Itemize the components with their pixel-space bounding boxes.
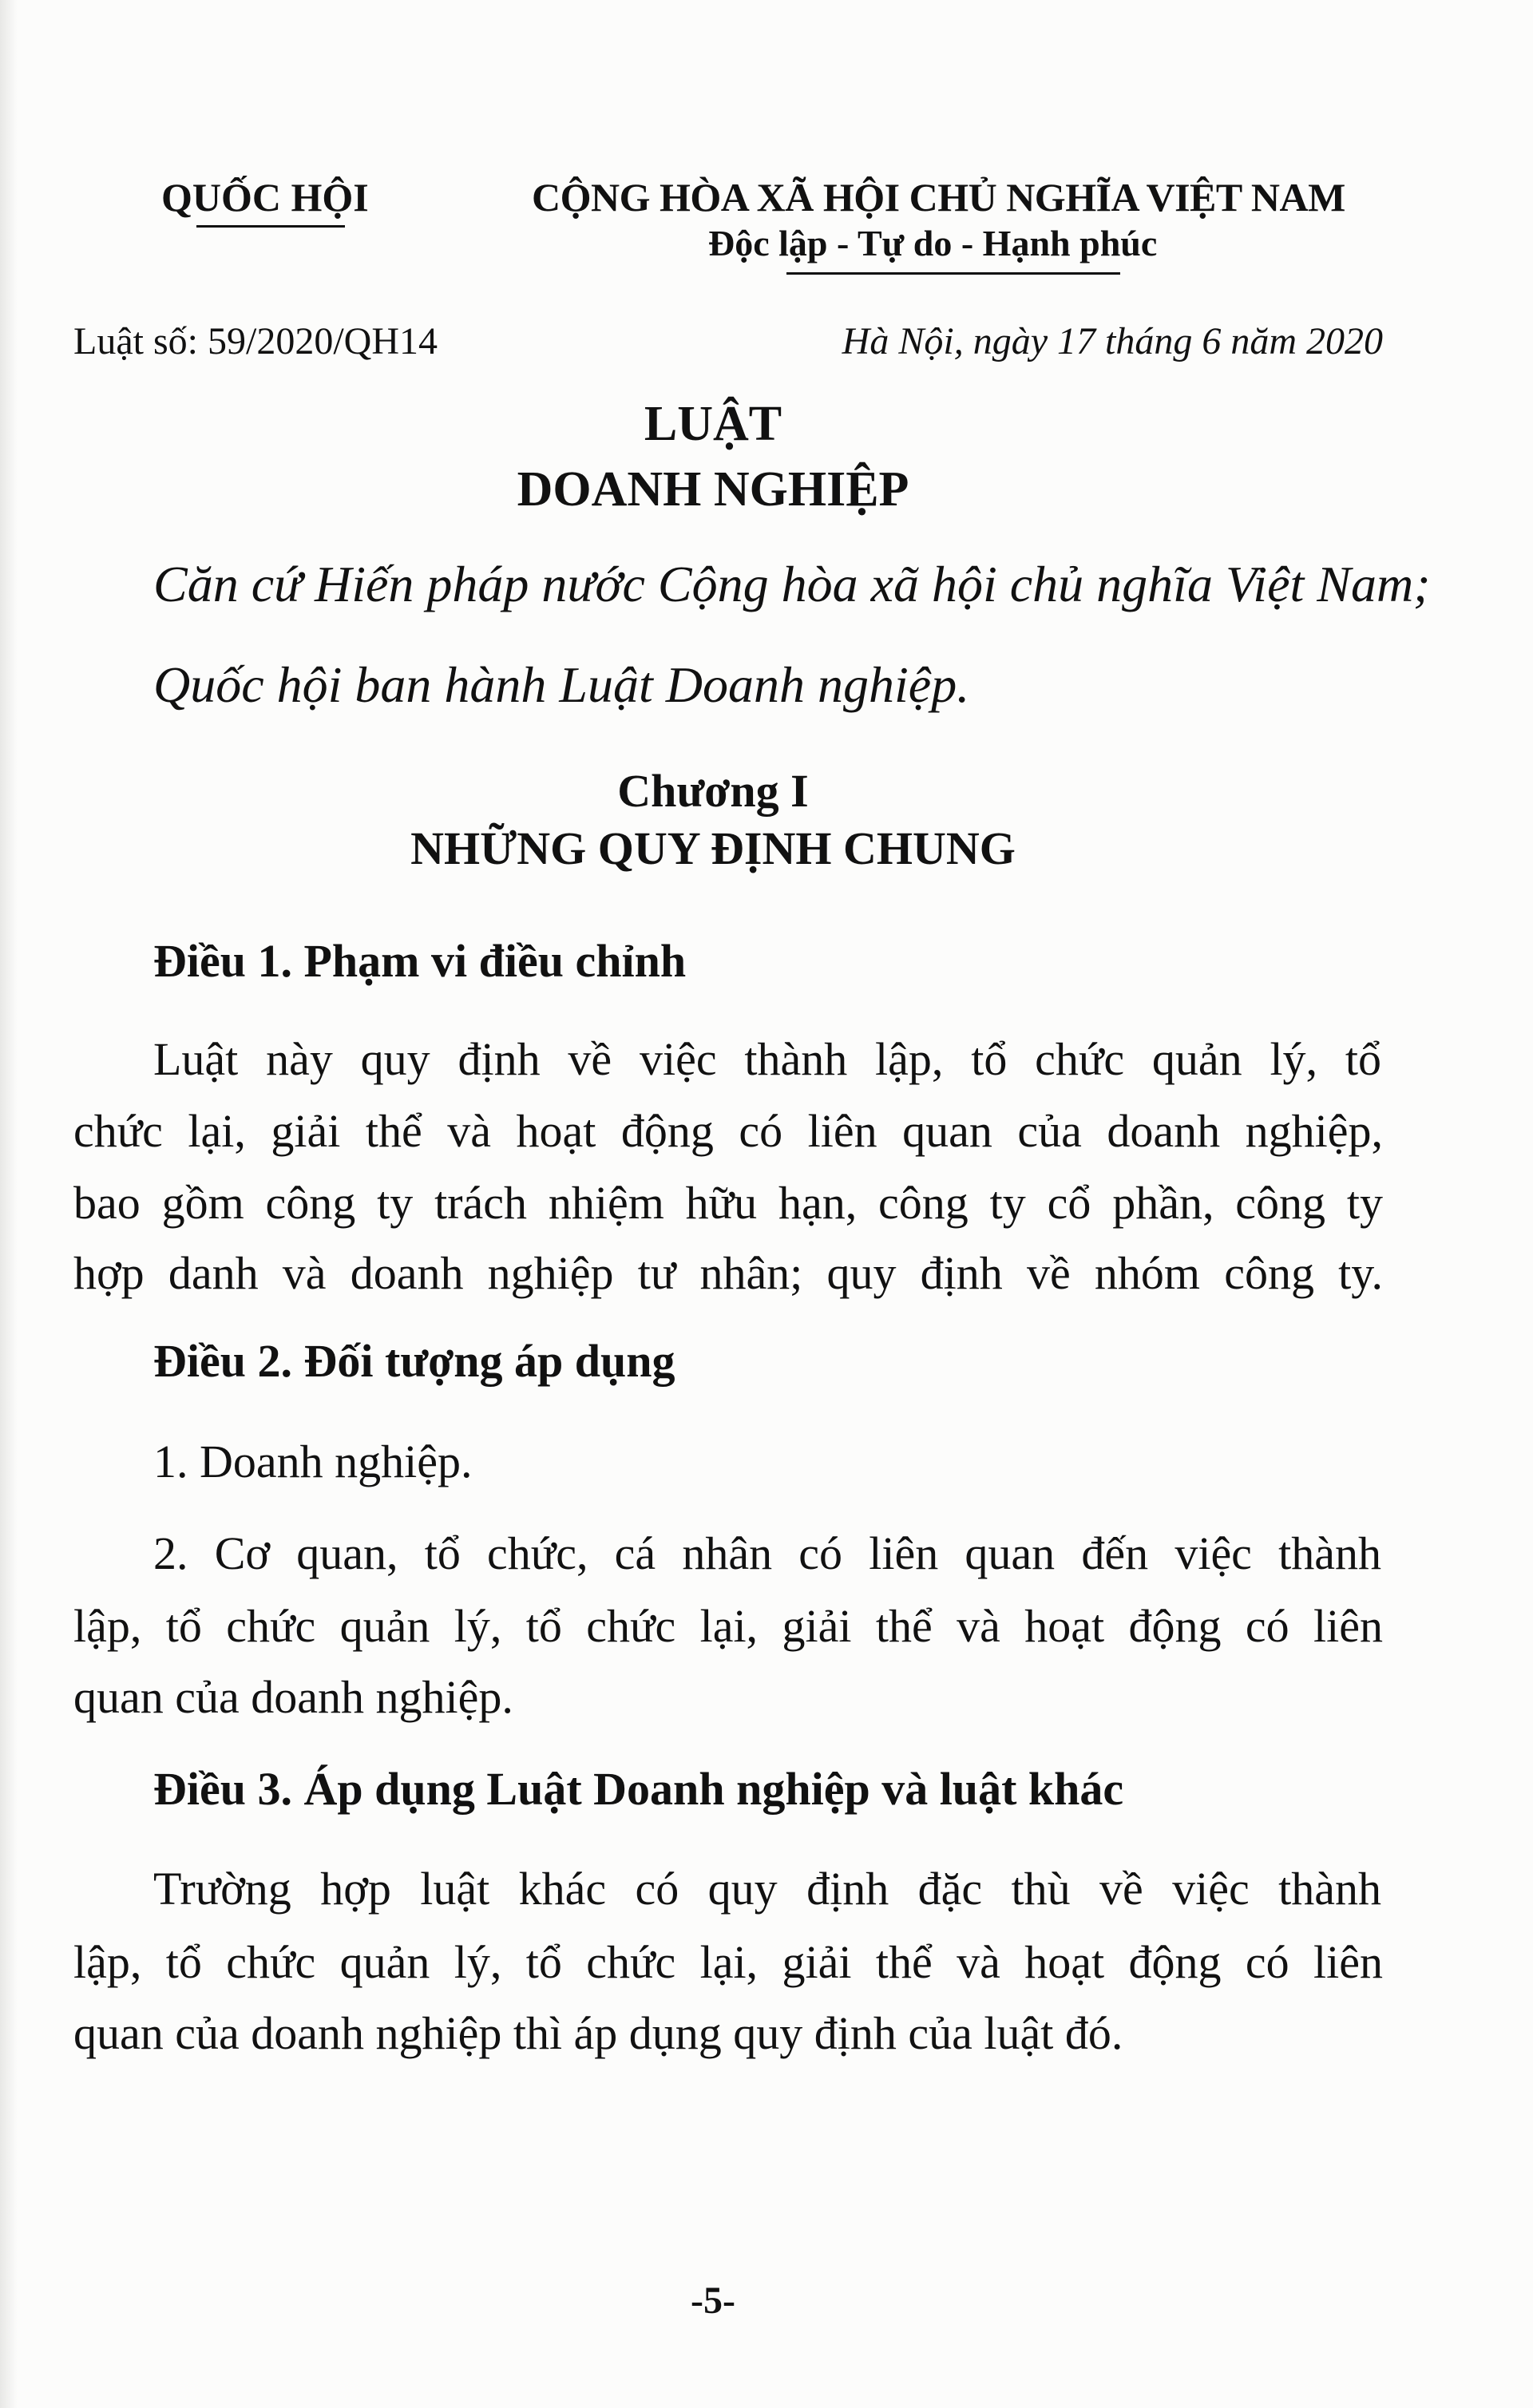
page-edge-shadow <box>0 0 18 2408</box>
law-number: Luật số: 59/2020/QH14 <box>73 320 438 362</box>
article-3-line: Trường hợp luật khác có quy định đặc thù về việc thành <box>153 1863 1381 1915</box>
article-1-line: Luật này quy định về việc thành lập, tổ chức quản lý, tổ <box>153 1033 1381 1085</box>
article-1-line: hợp danh và doanh nghiệp tư nhân; quy định về nhóm công ty. <box>73 1247 1383 1299</box>
doc-title: LUẬT <box>644 397 782 451</box>
article-2-heading: Điều 2. Đối tượng áp dụng <box>153 1335 675 1387</box>
doc-subtitle: DOANH NGHIỆP <box>517 462 909 517</box>
article-3-line: lập, tổ chức quản lý, tổ chức lại, giải thể và hoạt động có liên <box>73 1936 1383 1988</box>
article-2-line: 2. Cơ quan, tổ chức, cá nhân có liên quan đến việc thành <box>153 1527 1381 1579</box>
article-3-heading: Điều 3. Áp dụng Luật Doanh nghiệp và luật khác <box>153 1763 1124 1815</box>
article-3-line: quan của doanh nghiệp thì áp dụng quy định của luật đó. <box>73 2007 1123 2059</box>
article-1-line: bao gồm công ty trách nhiệm hữu hạn, công ty cổ phần, công ty <box>73 1177 1383 1229</box>
motto-underline <box>786 272 1120 275</box>
article-2-line: 1. Doanh nghiệp. <box>153 1436 473 1487</box>
place-date: Hà Nội, ngày 17 tháng 6 năm 2020 <box>842 320 1383 362</box>
article-1-line: chức lại, giải thể và hoạt động có liên quan của doanh nghiệp, <box>73 1105 1383 1157</box>
preamble-line: Căn cứ Hiến pháp nước Cộng hòa xã hội chủ nghĩa Việt Nam; <box>153 556 1431 612</box>
article-1-heading: Điều 1. Phạm vi điều chỉnh <box>153 935 687 987</box>
issuer-underline <box>196 225 345 228</box>
article-2-line: quan của doanh nghiệp. <box>73 1671 513 1723</box>
chapter-number: Chương I <box>617 765 809 817</box>
preamble-line: Quốc hội ban hành Luật Doanh nghiệp. <box>153 656 970 713</box>
chapter-name: NHỮNG QUY ĐỊNH CHUNG <box>410 822 1016 874</box>
national-motto: Độc lập - Tự do - Hạnh phúc <box>708 223 1158 263</box>
page-number: -5- <box>691 2279 735 2322</box>
article-2-line: lập, tổ chức quản lý, tổ chức lại, giải thể và hoạt động có liên <box>73 1600 1383 1652</box>
issuer: QUỐC HỘI <box>161 175 369 220</box>
nation-name: CỘNG HÒA XÃ HỘI CHỦ NGHĨA VIỆT NAM <box>532 175 1345 220</box>
